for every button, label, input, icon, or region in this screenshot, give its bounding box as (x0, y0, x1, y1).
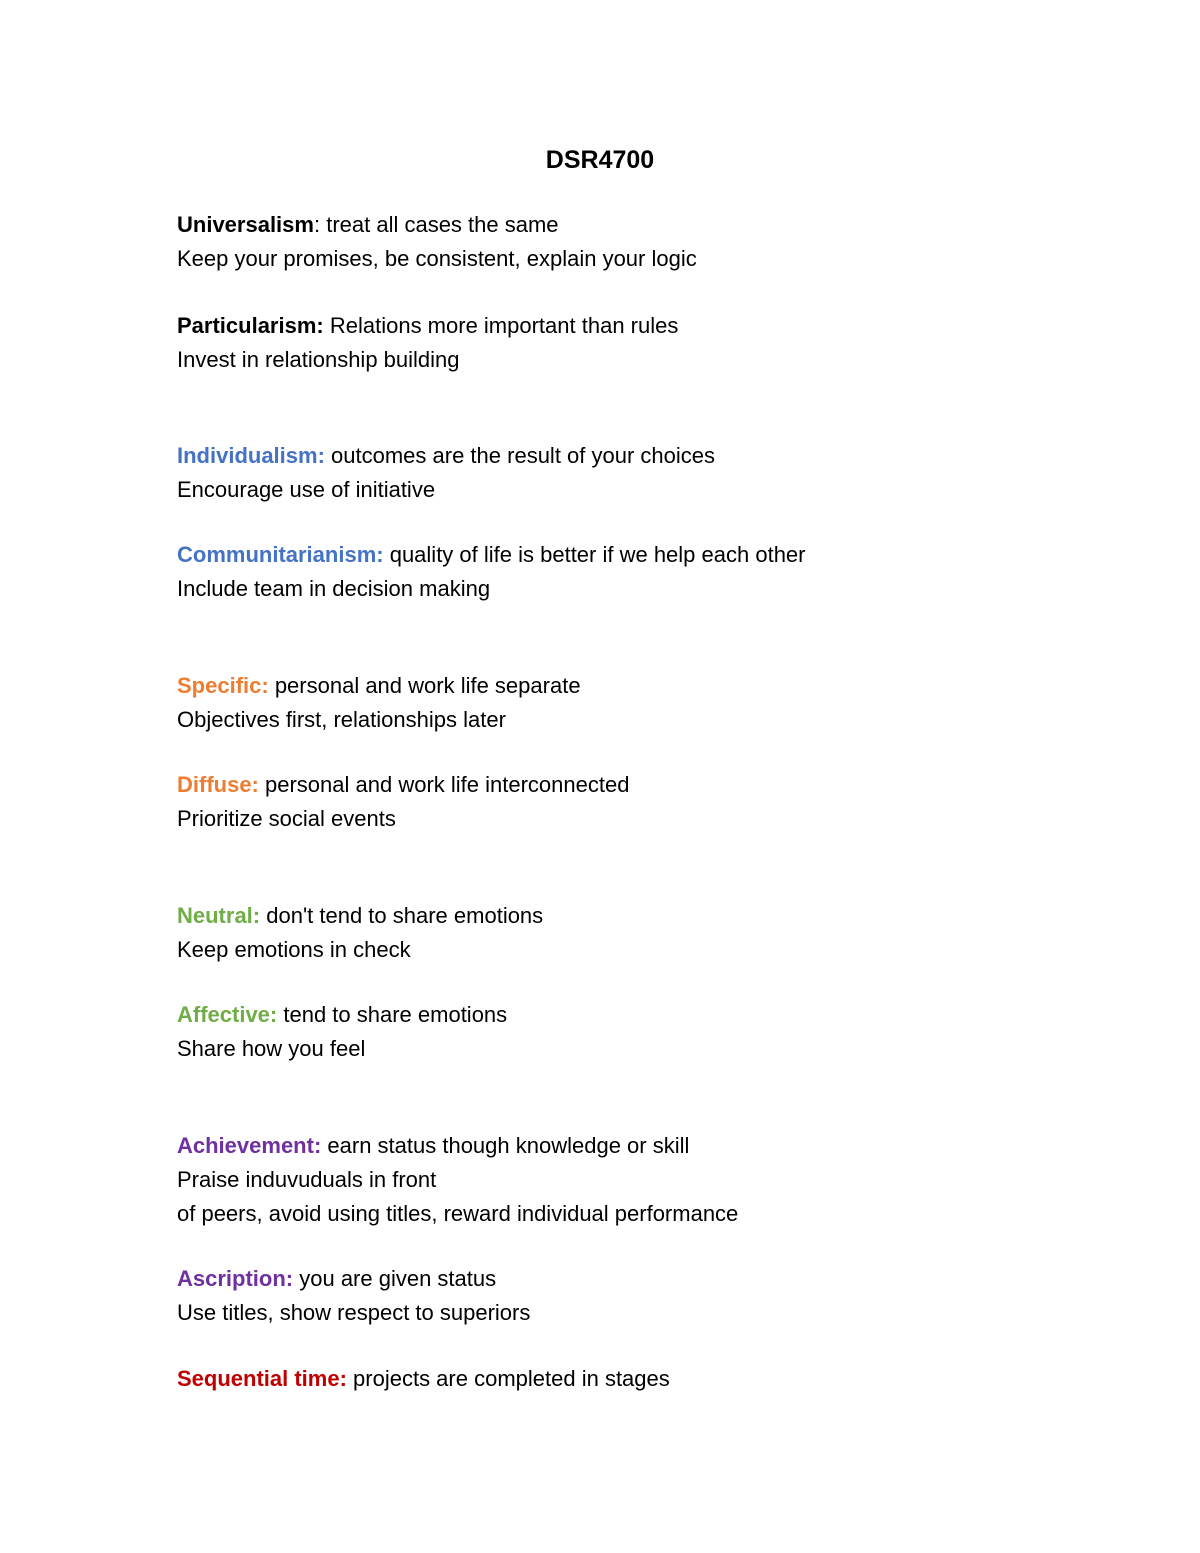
term-label: Specific: (177, 673, 269, 698)
term-line (177, 1000, 507, 1030)
term-definition: you are given status (293, 1266, 497, 1291)
term-label: Neutral: (177, 903, 261, 928)
term-definition: outcomes are the result of your choices (324, 443, 716, 468)
page-title: DSR4700 (545, 146, 655, 174)
term-line (177, 901, 543, 931)
term-label: Ascription: (177, 1266, 294, 1291)
term-label: Achievement: (177, 1133, 322, 1158)
term-line (177, 1264, 496, 1294)
term-line (177, 441, 715, 471)
term-line (177, 540, 806, 570)
term-line (177, 1131, 689, 1161)
term-definition: treat all cases the same (320, 212, 559, 237)
term-note: Praise induvuduals in front (177, 1167, 437, 1192)
term-note: Keep your promises, be consistent, explain your logic (177, 246, 697, 271)
term-label: Diffuse: (177, 772, 259, 797)
term-label: Sequential time: (177, 1366, 347, 1391)
term-note: Use titles, show respect to superiors (177, 1300, 531, 1325)
term-definition: earn status though knowledge or skill (321, 1133, 690, 1158)
term-definition: quality of life is better if we help each other (383, 542, 806, 567)
term-note: Encourage use of initiative (177, 477, 436, 502)
term-line (177, 671, 581, 701)
term-definition: projects are completed in stages (346, 1366, 670, 1391)
term-note: Share how you feel (177, 1036, 366, 1061)
term-note: Include team in decision making (177, 576, 491, 601)
term-line (177, 311, 678, 341)
term-label: Universalism (177, 212, 314, 237)
term-line (177, 210, 559, 240)
term-definition: personal and work life separate (268, 673, 581, 698)
term-label: Individualism: (177, 443, 325, 468)
term-note: Invest in relationship building (177, 347, 460, 372)
term-note: of peers, avoid using titles, reward individual performance (177, 1201, 739, 1226)
term-line (177, 770, 629, 800)
term-note: Keep emotions in check (177, 937, 411, 962)
term-label: Affective: (177, 1002, 278, 1027)
term-note: Prioritize social events (177, 806, 396, 831)
term-definition: tend to share emotions (277, 1002, 508, 1027)
term-note: Objectives first, relationships later (177, 707, 506, 732)
term-definition: personal and work life interconnected (258, 772, 630, 797)
term-label: Communitarianism: (177, 542, 384, 567)
term-line (177, 1364, 670, 1394)
term-separator: : (313, 212, 321, 237)
term-definition: don't tend to share emotions (260, 903, 544, 928)
term-definition: Relations more important than rules (323, 313, 679, 338)
term-label: Particularism: (177, 313, 324, 338)
